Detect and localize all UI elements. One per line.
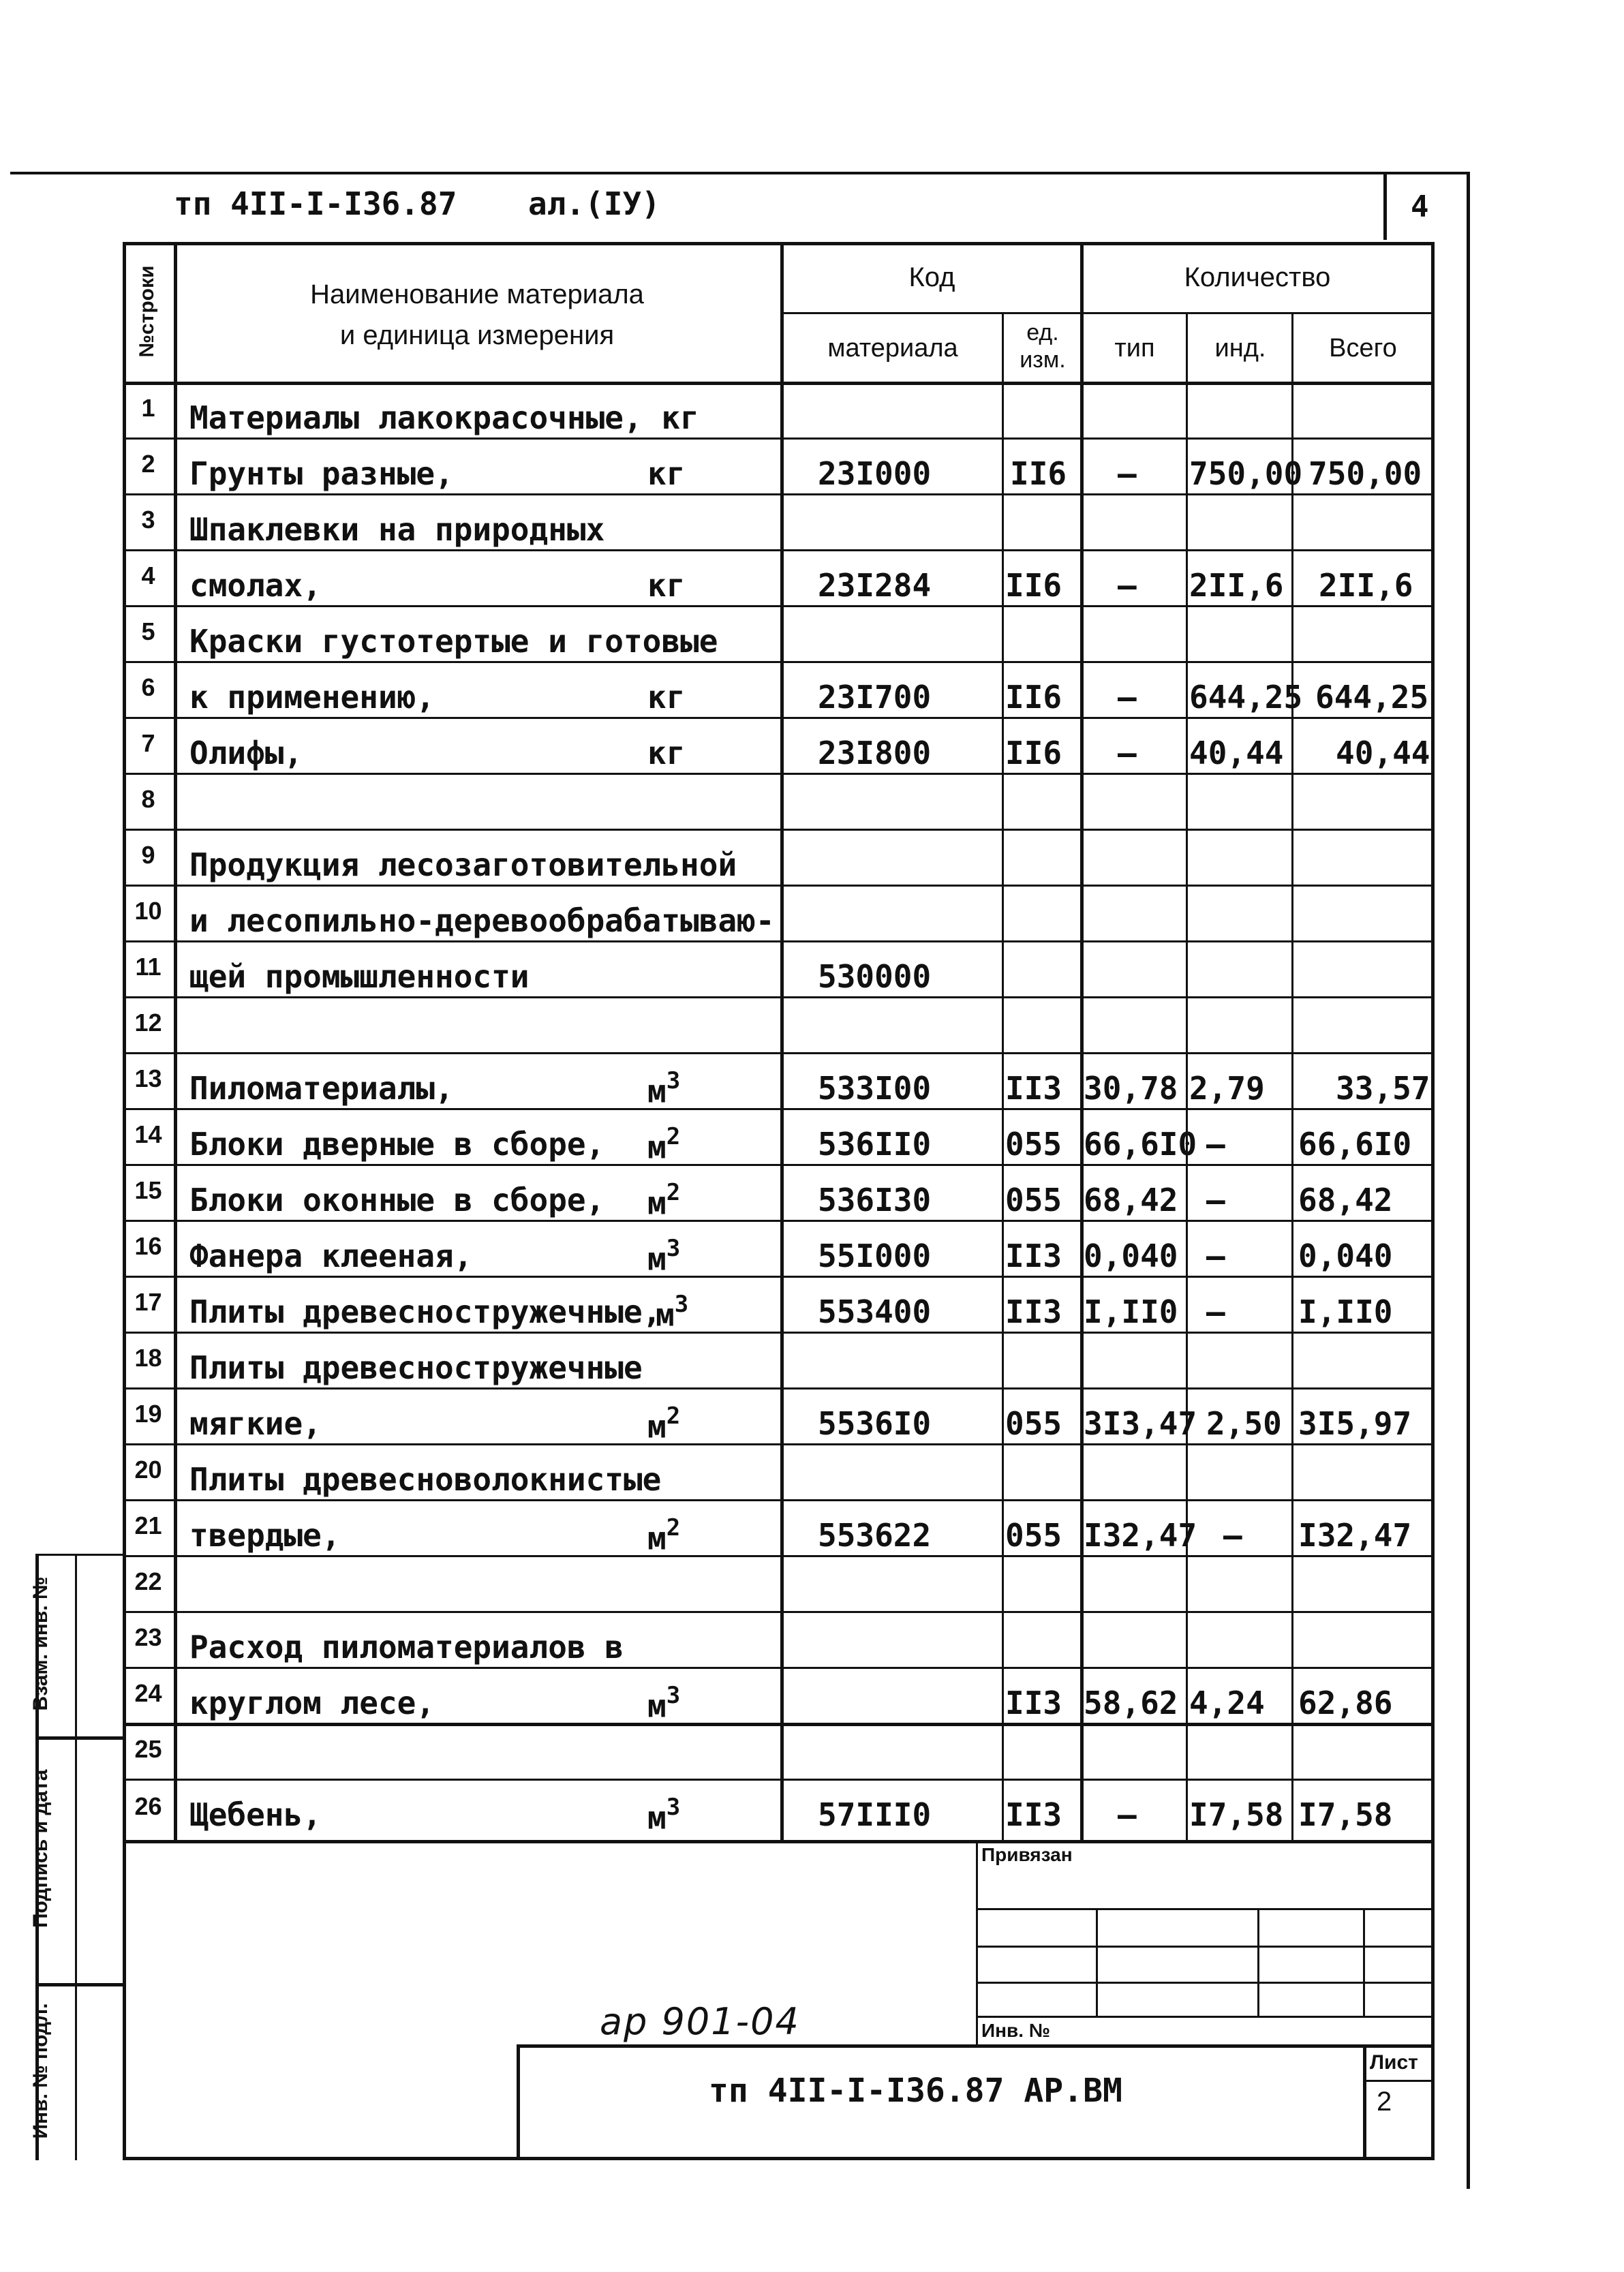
row-ed: II3 — [1005, 1293, 1062, 1330]
row-no: 9 — [141, 841, 155, 869]
handwritten-ref: ар 901-04 — [600, 2000, 800, 2043]
sidebar-vzam-inv: Взам. инв. № — [29, 1576, 52, 1711]
row-unit: $м^3$ — [647, 1235, 681, 1278]
row-ed: II3 — [1005, 1070, 1062, 1107]
row-name: круглом лесе, — [189, 1685, 435, 1721]
row-code: 530000 — [818, 958, 932, 995]
row-unit: $м^3$ — [647, 1067, 681, 1110]
row-name: мягкие, — [189, 1405, 322, 1442]
row-unit: $м^2$ — [647, 1514, 681, 1557]
row-no: 12 — [134, 1009, 162, 1037]
row-ind: – — [1206, 1126, 1225, 1163]
frame-right — [1431, 1840, 1435, 2160]
row-ed: 055 — [1005, 1182, 1062, 1218]
row-no: 25 — [134, 1735, 162, 1763]
row-total: 68,42 — [1298, 1182, 1393, 1218]
row-ed: II3 — [1005, 1796, 1062, 1833]
row-code: 536I30 — [818, 1182, 932, 1218]
row-ind: 2,50 — [1206, 1405, 1282, 1442]
row-total: 66,6I0 — [1298, 1126, 1412, 1163]
right-border — [1467, 172, 1470, 2189]
row-name: Краски густотертые и готовые — [189, 623, 718, 660]
row-ed: II6 — [1005, 735, 1062, 771]
row-tip: – — [1118, 735, 1137, 771]
top-border — [10, 172, 1469, 174]
row-ind: 750,00 — [1189, 455, 1303, 492]
row-tip: 66,6I0 — [1084, 1126, 1197, 1163]
row-no: 2 — [141, 450, 155, 478]
row-unit: кг — [647, 735, 686, 771]
row-no: 7 — [141, 729, 155, 757]
row-tip: 58,62 — [1084, 1685, 1178, 1721]
row-ed: 055 — [1005, 1126, 1062, 1163]
row-name: Щебень, — [189, 1796, 322, 1833]
row-no: 11 — [135, 953, 162, 981]
row-ind: – — [1206, 1182, 1225, 1218]
row-code: 553400 — [818, 1293, 932, 1330]
row-name: Грунты разные, — [189, 455, 454, 492]
row-ind: 40,44 — [1189, 735, 1284, 771]
row-no: 14 — [134, 1120, 162, 1148]
row-no: 1 — [141, 394, 155, 422]
row-name: твердые, — [189, 1517, 341, 1554]
row-tip: – — [1118, 679, 1137, 716]
header-code: тп 4II-I-I36.87 — [174, 185, 457, 222]
row-tip: 68,42 — [1084, 1182, 1178, 1218]
row-code: 57III0 — [818, 1796, 932, 1833]
row-no: 8 — [141, 785, 155, 813]
row-code: 23I284 — [818, 567, 932, 604]
row-ed: 055 — [1005, 1405, 1062, 1442]
row-no: 18 — [134, 1344, 162, 1372]
row-code: 23I800 — [818, 735, 932, 771]
stamp-list-value: 2 — [1377, 2087, 1392, 2117]
stamp-title-top — [517, 2044, 1433, 2048]
row-code: 55I000 — [818, 1238, 932, 1274]
album-label: ал.(IУ) — [528, 185, 660, 222]
row-code: 533I00 — [818, 1070, 932, 1107]
header-qty-total: Всего — [1329, 334, 1397, 363]
frame-bottom — [123, 2157, 1435, 2160]
row-total: 40,44 — [1336, 735, 1430, 771]
header-qty-group: Количество — [1184, 262, 1331, 292]
row-no: 22 — [134, 1567, 162, 1595]
col-code-line — [780, 242, 784, 1842]
row-unit: $м^3$ — [656, 1291, 689, 1334]
row-no: 4 — [141, 562, 155, 589]
row-name: Продукция лесозаготовительной — [189, 846, 737, 883]
header-qty-ind: инд. — [1214, 334, 1266, 363]
row-name: и лесопильно-деревообрабатываю- — [189, 902, 775, 939]
row-total: 0,040 — [1298, 1238, 1393, 1274]
row-no: 10 — [134, 897, 162, 925]
row-no: 6 — [141, 673, 155, 701]
row-unit: $м^2$ — [647, 1123, 681, 1166]
row-name: Олифы, — [189, 735, 303, 771]
row-no: 26 — [134, 1792, 162, 1820]
table-left-line — [123, 242, 126, 1842]
row-ed: 055 — [1005, 1517, 1062, 1554]
row-total: I32,47 — [1298, 1517, 1412, 1554]
page-number: 4 — [1411, 189, 1429, 224]
row-name: Плиты древесностружечные — [189, 1349, 643, 1386]
stamp-title-left — [517, 2044, 520, 2160]
stamp-list-label: Лист — [1370, 2051, 1418, 2074]
row-total: 33,57 — [1336, 1070, 1430, 1107]
row-code: 5536I0 — [818, 1405, 932, 1442]
row-ind: 644,25 — [1189, 679, 1303, 716]
col-name-line — [174, 242, 177, 1842]
row-total: 644,25 — [1315, 679, 1429, 716]
row-code: 536II0 — [818, 1126, 932, 1163]
sidebar-podpis-data: Подпись и дата — [29, 1769, 52, 1928]
row-tip: 0,040 — [1084, 1238, 1178, 1274]
col-qty-line — [1080, 242, 1084, 1842]
row-name: Блоки дверные в сборе, — [189, 1126, 605, 1163]
row-name: к применению, — [189, 679, 435, 716]
stamp-left-line — [976, 1840, 978, 2044]
stamp-list-divider — [1363, 2044, 1366, 2160]
header-name: Наименование материала — [310, 279, 644, 309]
sidebar-inner — [75, 1554, 77, 2160]
header-bottom-line — [123, 382, 1435, 385]
stamp-privyazan: Привязан — [981, 1844, 1073, 1865]
row-name: Пиломатериалы, — [189, 1070, 454, 1107]
frame-left — [123, 1840, 126, 2160]
header-name-line2: и единица измерения — [339, 320, 615, 350]
row-name: щей промышленности — [189, 958, 530, 995]
header-code-unit: ед. изм. — [1020, 320, 1066, 373]
row-ed: II6 — [1005, 679, 1062, 716]
row-name: Плиты древесноволокнистые — [189, 1461, 662, 1498]
row-no: 16 — [134, 1232, 162, 1260]
row-total: 3I5,97 — [1298, 1405, 1412, 1442]
row-ind: I7,58 — [1189, 1796, 1284, 1833]
row-unit: $м^2$ — [647, 1179, 681, 1222]
row-code: 553622 — [818, 1517, 932, 1554]
stamp-code: тп 4II-I-I36.87 АР.ВМ — [709, 2072, 1122, 2110]
row-no: 17 — [134, 1288, 162, 1316]
header-code-group: Код — [908, 262, 955, 292]
row-tip: 3I3,47 — [1084, 1405, 1197, 1442]
row-unit: кг — [647, 455, 686, 492]
row-ind: 2II,6 — [1189, 567, 1284, 604]
row-tip: – — [1118, 567, 1137, 604]
row-name: смолах, — [189, 567, 322, 604]
row-unit: $м^2$ — [647, 1402, 681, 1445]
row-ed: II6 — [1010, 455, 1067, 492]
row-ind: 4,24 — [1189, 1685, 1265, 1721]
row-no: 5 — [141, 617, 155, 645]
row-name: Шпаклевки на природных — [189, 511, 605, 548]
row-tip: – — [1118, 1796, 1137, 1833]
header-qty-type: тип — [1114, 334, 1155, 363]
row-ind: – — [1206, 1238, 1225, 1274]
row-unit: кг — [647, 567, 686, 604]
row-total: 2II,6 — [1319, 567, 1413, 604]
row-no: 3 — [141, 506, 155, 534]
row-total: I7,58 — [1298, 1796, 1393, 1833]
stamp-inv-no: Инв. № — [981, 2020, 1051, 2041]
row-total: 750,00 — [1308, 455, 1422, 492]
row-unit: $м^3$ — [647, 1794, 681, 1837]
row-tip: I32,47 — [1084, 1517, 1197, 1554]
row-ed: II3 — [1005, 1238, 1062, 1274]
table-top-line — [123, 242, 1435, 245]
row-ind: – — [1206, 1293, 1225, 1330]
row-no: 20 — [134, 1456, 162, 1484]
header-mid-line — [780, 312, 1435, 314]
table-right-line — [1431, 242, 1435, 1842]
row-no: 15 — [134, 1176, 162, 1204]
header-code-material: материала — [827, 334, 958, 363]
row-code: 23I000 — [818, 455, 932, 492]
row-total: I,II0 — [1298, 1293, 1393, 1330]
row-ed: II6 — [1005, 567, 1062, 604]
row-no: 24 — [134, 1679, 162, 1707]
row-name: Фанера клееная, — [189, 1238, 473, 1274]
row-unit: кг — [647, 679, 686, 716]
row-no: 13 — [134, 1064, 162, 1092]
row-ind: 2,79 — [1189, 1070, 1265, 1107]
row-unit: $м^3$ — [647, 1682, 681, 1725]
header-row-no: №строки — [136, 265, 158, 358]
row-tip: I,II0 — [1084, 1293, 1178, 1330]
page-num-divider — [1383, 172, 1387, 240]
row-tip: – — [1118, 455, 1137, 492]
row-name: Блоки оконные в сборе, — [189, 1182, 605, 1218]
row-ind: – — [1223, 1517, 1242, 1554]
sidebar-inv-podl: Инв. № подл. — [29, 2003, 52, 2139]
row-name: Материалы лакокрасочные, кг — [189, 399, 699, 436]
row-ed: II3 — [1005, 1685, 1062, 1721]
row-tip: 30,78 — [1084, 1070, 1178, 1107]
row-name: Расход пиломатериалов в — [189, 1629, 624, 1665]
row-no: 21 — [134, 1511, 162, 1539]
row-code: 23I700 — [818, 679, 932, 716]
row-no: 23 — [134, 1623, 162, 1651]
row-name: Плиты древесностружечные, — [189, 1293, 662, 1330]
row-total: 62,86 — [1298, 1685, 1393, 1721]
row-no: 19 — [134, 1400, 162, 1428]
